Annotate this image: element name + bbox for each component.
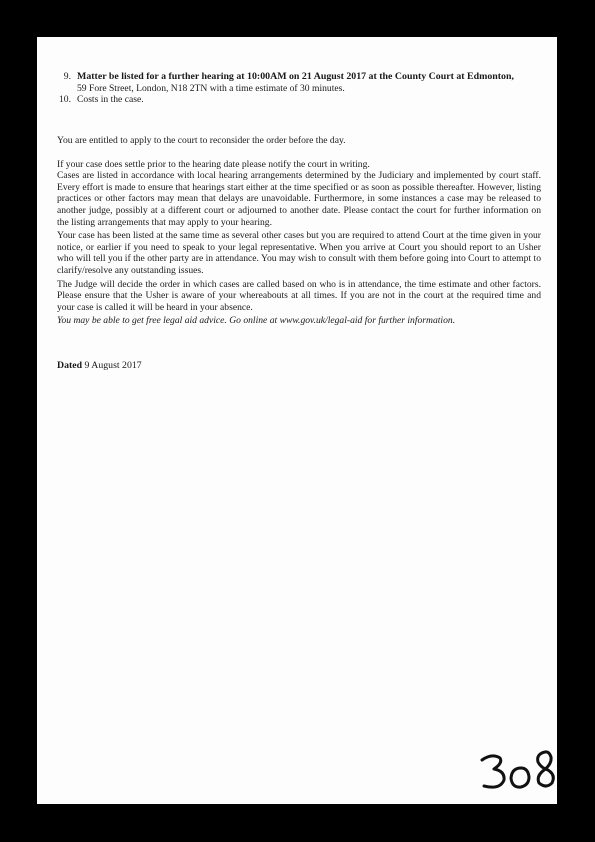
order-item-10 bbox=[57, 94, 545, 106]
paragraph-legal-aid: You may be able to get free legal aid advice. Go online at www.gov.uk/legal-aid for further information. bbox=[57, 315, 456, 327]
paragraph-settle: If your case does settle prior to the hearing date please notify the court in writing. bbox=[57, 158, 370, 170]
order-list bbox=[57, 71, 545, 106]
order-text: Costs in the case. bbox=[77, 94, 144, 105]
dated-date: 9 August 2017 bbox=[84, 360, 142, 371]
order-number: 9. bbox=[63, 71, 71, 82]
paragraph-same-time: Your case has been listed at the same time as several other cases but you are required to attend Court at the time given in your notice, or earlier if you need to speak to your legal representative. When you arrive at Court you should report to an Usher who will tell you if the other party are in attendance. You may wish to consult with them before going into Court to attempt to clarify/resolve any outstanding issues. bbox=[57, 230, 541, 276]
document-page bbox=[37, 37, 557, 804]
paragraph-reconsider: You are entitled to apply to the court to reconsider the order before the day. bbox=[57, 135, 346, 146]
handwritten-page-number bbox=[478, 748, 558, 798]
order-number: 10. bbox=[59, 94, 71, 105]
dated-label: Dated bbox=[57, 360, 83, 371]
order-text-bold: Matter be listed for a further hearing at 10:00AM on 21 August 2017 at the County Court at Edmonton, bbox=[77, 71, 514, 82]
dated-line bbox=[57, 360, 142, 371]
paragraph-judge-order: The Judge will decide the order in which cases are called based on who is in attendance, the time estimate and other factors. Please ensure that the Usher is aware of your whereabouts at all times. If you are not in the court at the required time and your case is called it will be heard in your absence. bbox=[57, 278, 541, 313]
order-text-continuation: 59 Fore Street, London, N18 2TN with a time estimate of 30 minutes. bbox=[77, 82, 345, 94]
order-item-9 bbox=[57, 71, 545, 94]
notice-paragraphs bbox=[57, 135, 541, 327]
paragraph-listing: Cases are listed in accordance with local hearing arrangements determined by the Judiciary and implemented by court staff. Every effort is made to ensure that hearings start either at the time specified or as soon as possible thereafter. However, listing practices or other factors may mean that delays are unavoidable. Furthermore, in some instances a case may be released to another judge, possibly at a different court or adjourned to another date. Please contact the court for further information on the listing arrangements that may apply to your hearing. bbox=[57, 170, 541, 228]
